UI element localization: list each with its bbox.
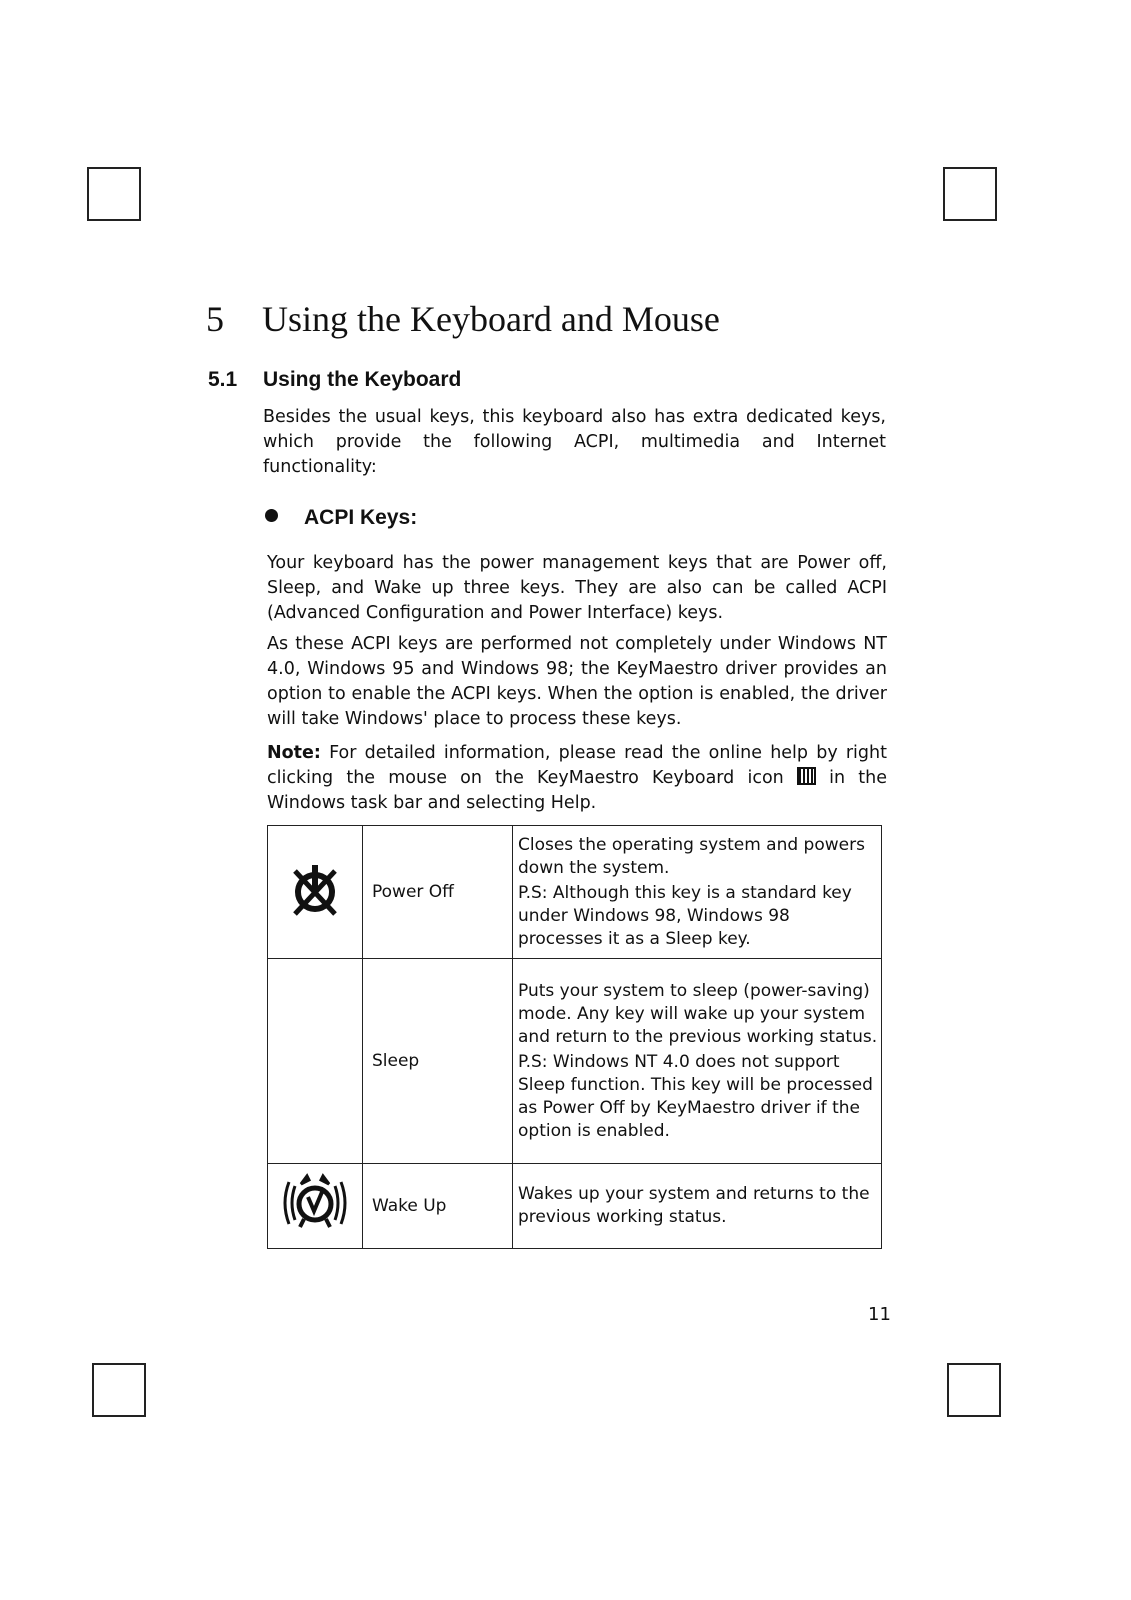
description-line: Wakes up your system and returns to the previous working status. [518,1184,870,1227]
chapter-title: Using the Keyboard and Mouse [262,299,720,339]
crop-mark-bottom-right [947,1363,1001,1417]
note-text-after: in the Windows task bar and selecting Help. [267,768,887,813]
description-line: Puts your system to sleep (power-saving) mode. Any key will wake up your system and return to the previous working status. [518,980,878,1047]
acpi-heading-text: ACPI Keys: [304,506,418,529]
table-row [268,826,882,959]
intro-paragraph: Besides the usual keys, this keyboard also has extra dedicated keys, which provide the following ACPI, multimedia and Internet functionality: [263,407,886,477]
note-label: Note: [267,743,321,763]
key-description [513,826,882,959]
alarm-clock-icon [279,1172,351,1234]
power-off-cell [268,826,363,959]
acpi-heading [265,506,417,530]
description-line: Closes the operating system and powers down the system. [518,834,865,878]
note-paragraph [267,741,887,816]
power-off-icon [283,859,347,919]
chapter-number: 5 [206,299,224,339]
description-note: P.S: Although this key is a standard key under Windows 98, Windows 98 processes it as a Sleep key. [518,882,852,949]
sleep-cell [268,959,363,1164]
acpi-paragraph-1: Your keyboard has the power management keys that are Power off, Sleep, and Wake up three keys. They are also can be called ACPI (Advanced Configuration and Power Interface) keys. [267,553,887,623]
acpi-keys-table [267,825,882,1249]
keyboard-tray-icon [797,767,816,785]
chapter-heading [206,298,720,340]
wake-up-cell [268,1164,363,1249]
description-note: P.S: Windows NT 4.0 does not support Sleep function. This key will be processed as Power Off by KeyMaestro driver if the option is enabled. [518,1051,873,1141]
section-title: Using the Keyboard [263,368,462,391]
key-name: Power Off [363,826,513,959]
key-name: Wake Up [363,1164,513,1249]
section-heading [208,368,461,392]
page-number: 11 [868,1304,891,1325]
key-description [513,1164,882,1249]
table-row [268,1164,882,1249]
key-name: Sleep [363,959,513,1164]
note-text-before: For detailed information, please read the online help by right clicking the mouse on the KeyMaestro Keyboard icon [267,743,887,788]
table-row [268,959,882,1164]
section-number: 5.1 [208,368,238,391]
crop-mark-bottom-left [92,1363,146,1417]
key-description [513,959,882,1164]
acpi-paragraph-2: As these ACPI keys are performed not completely under Windows NT 4.0, Windows 95 and Windows 98; the KeyMaestro driver provides an option to enable the ACPI keys. When the option is enabled, the driver will take Windows' place to process these keys. [267,634,887,729]
bullet-icon [265,509,278,522]
moon-icon [295,1036,335,1080]
crop-mark-top-left [87,167,141,221]
crop-mark-top-right [943,167,997,221]
